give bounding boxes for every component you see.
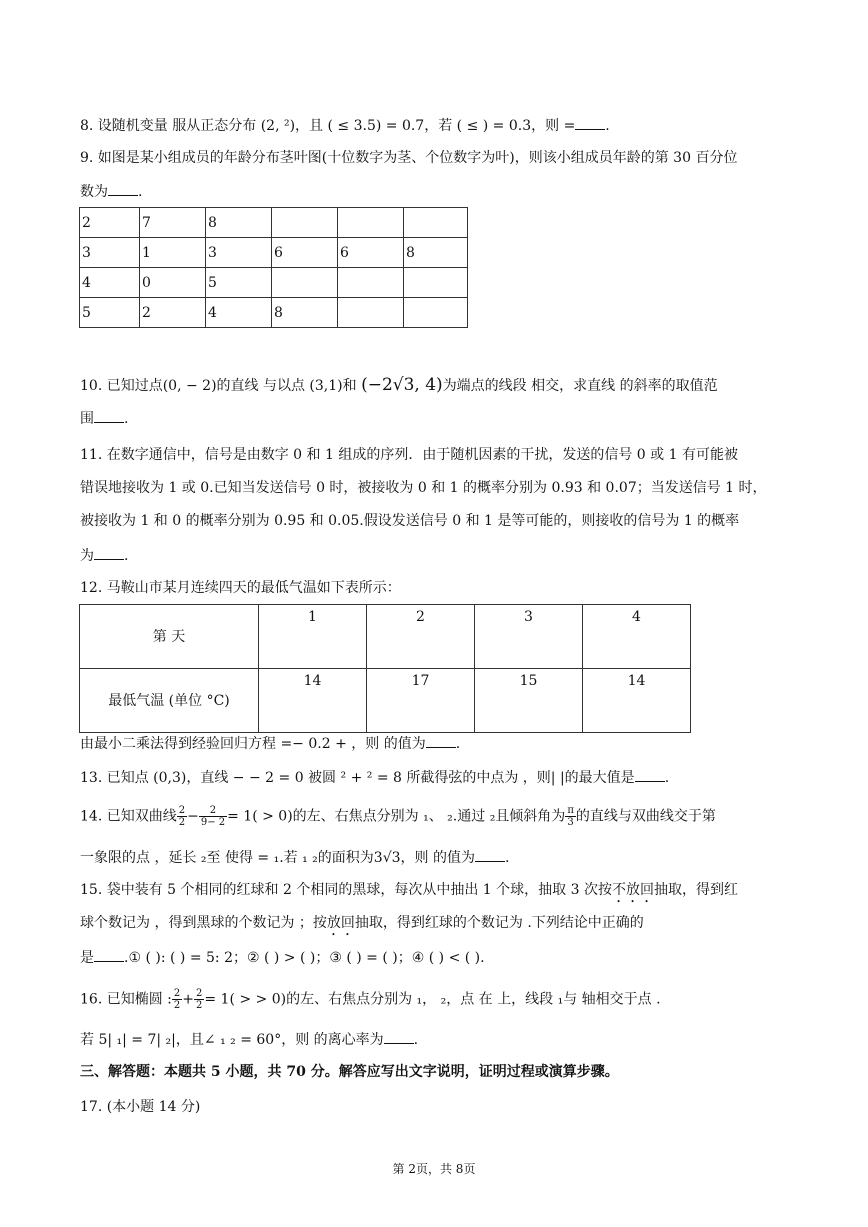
temp-header: 最低气温 (单位 °C) [80,669,259,733]
q11-line1: 11. 在数字通信中，信号是由数字 0 和 1 组成的序列．由于随机因素的干扰，发送的信号 0 或 1 有可能被 [80,447,738,463]
question-13: 13. 已知点 (0,3)，直线 − − 2 = 0 被圆 ² + ² = 8 所截得弦的中点为 ，则| |的最大值是 . [80,767,669,788]
answer-blank [94,408,124,423]
answer-blank [94,545,124,560]
table-row [80,268,468,298]
temp-cell: 17 [367,669,475,733]
answer-blank [384,1029,414,1044]
leaf-cell [338,268,404,298]
fraction: $\frac{2}{2}$ [173,988,181,1011]
day-cell: 4 [583,605,691,669]
day-cell: 2 [367,605,475,669]
q9-line1: 9. 如图是某小组成员的年龄分布茎叶图(十位数字为茎、个位数字为叶)，则该小组成员年龄的第 30 百分位 [80,150,738,166]
temp-cell: 14 [259,669,367,733]
fraction: $\frac{2}{9- 2}$ [200,805,226,828]
leaf-cell: 7 [140,208,206,238]
q9-line2: 数为 . [80,181,142,202]
leaf-cell: 4 [206,298,272,328]
leaf-cell: 2 [140,298,206,328]
table-row [80,605,691,669]
fraction: $\frac{\pi}{3}$ [567,805,574,828]
answer-blank [475,847,505,862]
q11-line4: 为 . [80,545,128,566]
day-header: 第 天 [80,605,259,669]
leaf-cell: 1 [140,238,206,268]
q8-text: 8. 设随机变量 服从正态分布 (2, ²)，且 ( ≤ 3.5) = 0.7，若 ( ≤ ) = 0.3，则 = [80,118,576,134]
section-3-heading: 三、解答题：本题共 5 小题，共 70 分。解答应写出文字说明，证明过程或演算步骤。 [80,1064,619,1080]
leaf-cell: 8 [206,208,272,238]
fraction: $\frac{2}{2}$ [196,988,203,1011]
table-row [80,669,691,733]
q16-line2: 若 5| ₁| = 7| ₂|，且∠ ₁ ₂ = 60°，则 的离心率为 . [80,1029,418,1050]
leaf-cell [338,298,404,328]
leaf-cell [272,208,338,238]
leaf-cell: 6 [272,238,338,268]
answer-blank [426,733,456,748]
q15-line2: 球个数记为 ，得到黑球的个数记为 ；按放回抽取，得到红球的个数记为 .下列结论中正确的 [80,915,644,931]
table-row [80,238,468,268]
table-row [80,298,468,328]
stem-cell: 4 [80,268,140,298]
question-8: 8. 设随机变量 服从正态分布 (2, ²)，且 ( ≤ 3.5) = 0.7，若 ( ≤ ) = 0.3，则 = . [80,115,610,136]
leaf-cell [404,298,468,328]
q16-line1: 16. 已知椭圆 : $\frac{2}{2}$ + $\frac{2}{2}$ = 1( > > 0)的左、右焦点分别为 ₁， ₂，点 在 上，线段 ₁与 轴相交于点 . [80,988,661,1011]
answer-blank [575,115,605,130]
leaf-cell: 5 [206,268,272,298]
leaf-cell: 3 [206,238,272,268]
table-row [80,208,468,238]
day-cell: 1 [259,605,367,669]
temp-cell: 15 [475,669,583,733]
day-cell: 3 [475,605,583,669]
answer-blank [635,767,665,782]
q11-line2: 错误地接收为 1 或 0.已知当发送信号 0 时，被接收为 0 和 1 的概率分别为 0.93 和 0.07；当发送信号 1 时， [80,480,767,496]
q12-line1: 12. 马鞍山市某月连续四天的最低气温如下表所示： [80,580,401,596]
fraction: $\frac{2}{2}$ [178,805,186,828]
temp-cell: 14 [583,669,691,733]
leaf-cell: 8 [404,238,468,268]
leaf-cell [404,268,468,298]
answer-blank [108,181,138,196]
stem-cell: 2 [80,208,140,238]
question-17: 17. (本小题 14 分) [80,1099,201,1115]
page-footer: 第 2页，共 8页 [392,1162,476,1176]
q14-line2: 一象限的点 ，延长 ₂至 使得 = ₁.若 ₁ ₂的面积为3√3，则 的值为 . [80,847,509,868]
q11-line3: 被接收为 1 和 0 的概率分别为 0.95 和 0.05.假设发送信号 0 和 1 是等可能的，则接收的信号为 1 的概率 [80,513,740,529]
leaf-cell [272,268,338,298]
stem-cell: 3 [80,238,140,268]
leaf-cell: 6 [338,238,404,268]
q14-line1: 14. 已知双曲线 $\frac{2}{2}$ − $\frac{2}{9- 2}$ = 1( > 0)的左、右焦点分别为 ₁、 ₂.通过 ₂且倾斜角为 $\frac{\pi}{3}$ 的直线与双曲线交于第 [80,805,716,828]
answer-blank [94,947,124,962]
q15-line3: 是 .① ( ): ( ) = 5: 2；② ( ) > ( )；③ ( ) = ( )；④ ( ) < ( ). [80,947,485,968]
q10-line1: 10. 已知过点(0, − 2)的直线 与以点 (3,1)和 (−2√3, 4)为端点的线段 相交，求直线 的斜率的取值范 [80,375,718,395]
leaf-cell [338,208,404,238]
leaf-cell: 8 [272,298,338,328]
stem-leaf-table [79,207,468,328]
q10-line2: 围 . [80,408,128,429]
temperature-table [79,604,691,733]
q15-line1: 15. 袋中装有 5 个相同的红球和 2 个相同的黑球，每次从中抽出 1 个球，抽取 3 次按不放回抽取，得到红 [80,882,738,898]
stem-cell: 5 [80,298,140,328]
leaf-cell: 0 [140,268,206,298]
leaf-cell [404,208,468,238]
q12-line2: 由最小二乘法得到经验回归方程 =− 0.2 + ，则 的值为 . [80,733,460,754]
